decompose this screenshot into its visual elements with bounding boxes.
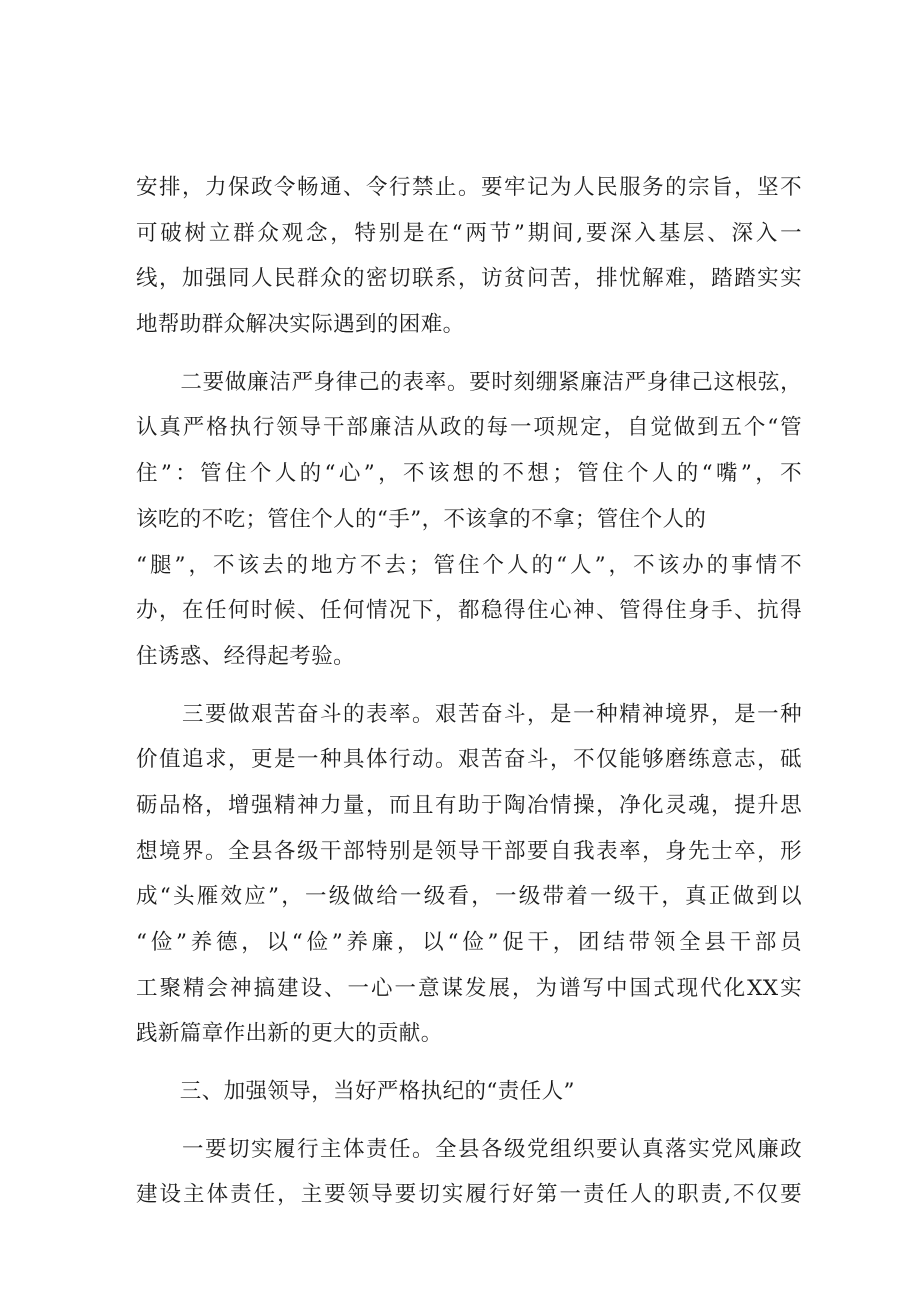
text-line: 成“头雁效应”，一级做给一级看，一级带着一级干，真正做到以 bbox=[136, 884, 802, 910]
paragraph-1 bbox=[136, 165, 802, 348]
text-line: “腿”，不该去的地方不去；管住个人的“人”，不该办的事情不 bbox=[136, 552, 802, 578]
text-line: 办，在任何时候、任何情况下，都稳得住心神、管得住身手、抗得 bbox=[136, 598, 802, 624]
paragraph-5 bbox=[136, 1127, 802, 1218]
text-line: 工聚精会神搞建设、一心一意谋发展，为谱写中国式现代化XX实 bbox=[136, 975, 802, 1001]
text-line: 二要做廉洁严身律己的表率。要时刻绷紧廉洁严身律己这根弦， bbox=[136, 369, 802, 395]
text-line: 住诱惑、经得起考验。 bbox=[136, 643, 356, 669]
text-line: 住”：管住个人的“心”，不该想的不想；管住个人的“嘴”，不 bbox=[136, 461, 802, 487]
text-line: 想境界。全县各级干部特别是领导干部要自我表率，身先士卒，形 bbox=[136, 838, 802, 864]
heading-text: 三、加强领导，当好严格执纪的“责任人” bbox=[136, 1079, 575, 1105]
paragraph-2 bbox=[136, 360, 802, 680]
text-line: “俭”养德，以“俭”养廉，以“俭”促干，团结带领全县干部员 bbox=[136, 930, 802, 955]
text-line: 三要做艰苦奋斗的表率。艰苦奋斗，是一种精神境界，是一种 bbox=[136, 701, 802, 727]
section-heading bbox=[136, 1069, 802, 1115]
text-line: 可破树立群众观念，特别是在“两节”期间,要深入基层、深入一 bbox=[136, 220, 802, 246]
text-line: 价值追求，更是一种具体行动。艰苦奋斗，不仅能够磨练意志，砥 bbox=[136, 747, 802, 773]
text-line: 认真严格执行领导干部廉洁从政的每一项规定，自觉做到五个“管 bbox=[136, 415, 802, 441]
text-line: 践新篇章作出新的更大的贡献。 bbox=[136, 1021, 443, 1047]
document-body bbox=[136, 165, 802, 1218]
text-line: 建设主体责任，主要领导要切实履行好第一责任人的职责,不仅要 bbox=[136, 1182, 802, 1208]
text-line: 线，加强同人民群众的密切联系，访贫问苦，排忧解难，踏踏实实 bbox=[136, 266, 802, 292]
text-line: 地帮助群众解决实际遇到的困难。 bbox=[136, 312, 465, 338]
text-line: 该吃的不吃；管住个人的“手”，不该拿的不拿；管住个人的 bbox=[136, 506, 707, 532]
text-line: 砺品格，增强精神力量，而且有助于陶冶情操，净化灵魂，提升思 bbox=[136, 792, 802, 818]
text-line: 安排，力保政令畅通、令行禁止。要牢记为人民服务的宗旨，坚不 bbox=[136, 175, 802, 200]
text-line: 一要切实履行主体责任。全县各级党组织要认真落实党风廉政 bbox=[136, 1136, 802, 1162]
paragraph-3 bbox=[136, 692, 802, 1058]
